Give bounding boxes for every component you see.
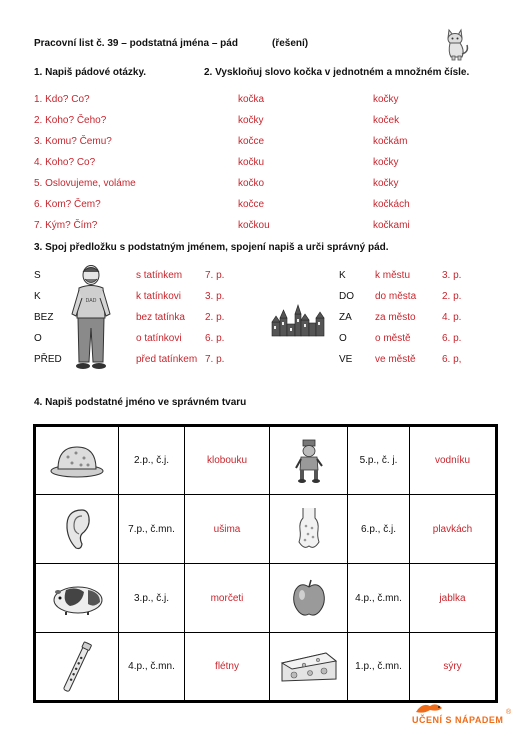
hat-icon — [48, 441, 106, 481]
answer-cell: flétny — [185, 633, 270, 702]
svg-text:DAD: DAD — [85, 298, 97, 304]
ex3-phrase: k městu — [375, 270, 411, 281]
ex3-preposition: K — [339, 270, 346, 281]
ex3-case: 6. p. — [442, 333, 462, 344]
apple-icon — [290, 577, 328, 619]
ex3-phrase: ve městě — [375, 354, 416, 365]
fox-icon — [414, 700, 444, 714]
ex2-heading: 2. Vyskloňuj slovo kočka v jednotném a množném čísle. — [204, 67, 470, 78]
ex2-singular: kočky — [238, 115, 264, 126]
ex3-phrase: o tatínkovi — [136, 333, 182, 344]
ex2-plural: kočkách — [373, 199, 410, 210]
ex1-item: 5. Oslovujeme, voláme — [34, 178, 136, 189]
ex3-preposition: K — [34, 291, 41, 302]
ex4-table — [33, 424, 498, 703]
form-cell: 7.p., č.mn. — [119, 495, 185, 564]
ex3-case: 2. p. — [205, 312, 225, 323]
ex3-preposition: VE — [339, 354, 353, 365]
ex1-item: 3. Komu? Čemu? — [34, 136, 112, 147]
form-cell: 3.p., č.j. — [119, 564, 185, 633]
ex3-case: 2. p. — [442, 291, 462, 302]
picture-cell — [35, 633, 119, 702]
ex2-singular: kočku — [238, 157, 265, 168]
guinea-pig-icon — [48, 578, 106, 618]
ex3-case: 3. p. — [442, 270, 462, 281]
ex1-item: 1. Kdo? Co? — [34, 94, 90, 105]
ex2-plural: kočkám — [373, 136, 408, 147]
ex3-preposition: ZA — [339, 312, 352, 323]
answer-cell: plavkách — [410, 495, 497, 564]
ex3-phrase: o městě — [375, 333, 411, 344]
picture-cell — [270, 564, 348, 633]
ex2-plural: koček — [373, 115, 400, 126]
ex3-preposition: DO — [339, 291, 354, 302]
ex2-singular: kočko — [238, 178, 265, 189]
ex1-item: 4. Koho? Co? — [34, 157, 96, 168]
ex3-case: 6. p, — [442, 354, 462, 365]
ex3-case: 4. p. — [442, 312, 462, 323]
city-icon — [270, 304, 326, 343]
ex1-item: 7. Kým? Čím? — [34, 220, 98, 231]
registered-mark: ® — [506, 709, 512, 716]
ex2-singular: kočce — [238, 136, 265, 147]
table-row — [35, 633, 497, 702]
flute-icon — [62, 639, 92, 695]
picture-cell — [35, 495, 119, 564]
picture-cell — [35, 564, 119, 633]
form-cell: 5.p., č. j. — [348, 426, 410, 495]
cheese-icon — [280, 649, 338, 685]
ex3-case: 7. p. — [205, 354, 225, 365]
ex3-preposition: O — [339, 333, 347, 344]
ex3-phrase: s tatínkem — [136, 270, 183, 281]
ex3-phrase: k tatínkovi — [136, 291, 182, 302]
ex3-phrase: do města — [375, 291, 417, 302]
brand-name: UČENÍ S NÁPADEM — [412, 715, 504, 725]
ex3-heading: 3. Spoj předložku s podstatným jménem, spojení napiš a urči správný pád. — [34, 242, 389, 253]
answer-cell: ušima — [185, 495, 270, 564]
ex3-case: 3. p. — [205, 291, 225, 302]
ex3-phrase: za město — [375, 312, 416, 323]
ex1-heading: 1. Napiš pádové otázky. — [34, 67, 147, 78]
form-cell: 1.p., č.mn. — [348, 633, 410, 702]
picture-cell — [270, 426, 348, 495]
ex3-preposition: S — [34, 270, 41, 281]
ex2-plural: kočky — [373, 178, 399, 189]
ear-icon — [62, 506, 92, 552]
answer-cell: morčeti — [185, 564, 270, 633]
answer-cell: sýry — [410, 633, 497, 702]
ex2-singular: kočkou — [238, 220, 270, 231]
table-row — [35, 564, 497, 633]
answer-cell: vodníku — [410, 426, 497, 495]
picture-cell — [35, 426, 119, 495]
picture-cell — [270, 495, 348, 564]
form-cell: 6.p., č.j. — [348, 495, 410, 564]
ex3-case: 7. p. — [205, 270, 225, 281]
father-icon — [70, 262, 112, 379]
table-row — [35, 426, 497, 495]
picture-cell — [270, 633, 348, 702]
ex3-phrase: před tatínkem — [136, 354, 198, 365]
worksheet-title: Pracovní list č. 39 – podstatná jména – pád — [34, 38, 238, 49]
water-goblin-icon — [294, 438, 324, 484]
ex2-plural: kočky — [373, 94, 399, 105]
cat-icon — [440, 26, 472, 67]
swimsuit-icon — [295, 506, 323, 552]
form-cell: 2.p., č.j. — [119, 426, 185, 495]
ex3-phrase: bez tatínka — [136, 312, 185, 323]
solution-tag: (řešení) — [272, 38, 309, 49]
ex2-singular: kočka — [238, 94, 265, 105]
ex3-case: 6. p. — [205, 333, 225, 344]
ex1-item: 2. Koho? Čeho? — [34, 115, 107, 126]
ex3-preposition: PŘED — [34, 354, 62, 365]
ex3-preposition: BEZ — [34, 312, 54, 323]
ex2-plural: kočky — [373, 157, 399, 168]
ex1-item: 6. Kom? Čem? — [34, 199, 101, 210]
ex4-heading: 4. Napiš podstatné jméno ve správném tvaru — [34, 397, 247, 408]
answer-cell: klobouku — [185, 426, 270, 495]
ex2-singular: kočce — [238, 199, 265, 210]
form-cell: 4.p., č.mn. — [119, 633, 185, 702]
table-row — [35, 495, 497, 564]
answer-cell: jablka — [410, 564, 497, 633]
ex2-plural: kočkami — [373, 220, 410, 231]
form-cell: 4.p., č.mn. — [348, 564, 410, 633]
ex3-preposition: O — [34, 333, 42, 344]
